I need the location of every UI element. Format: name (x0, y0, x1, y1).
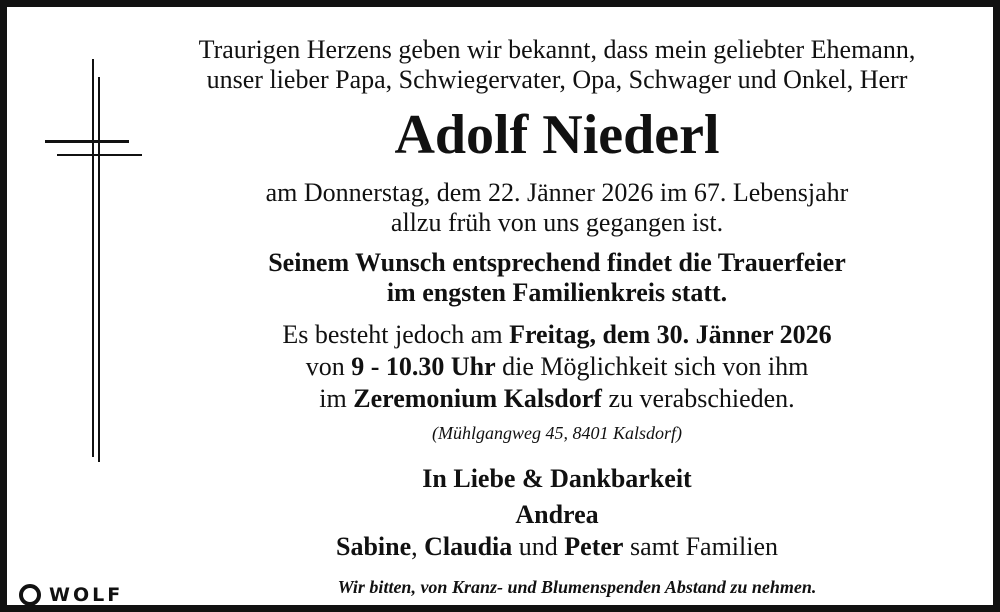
death-line-2: allzu früh von uns gegangen ist. (390, 208, 724, 237)
mourners-suffix: samt Familien (623, 532, 779, 561)
farewell-line-1-prefix: Es besteht jedoch am (282, 320, 510, 349)
farewell-line-3-suffix: zu verabschieden. (601, 384, 795, 413)
mourners-children (157, 532, 957, 562)
footer-note: Wir bitten, von Kranz- und Blumenspenden Abstand zu nehmen. (337, 577, 817, 597)
funeral-line-2: im engsten Familienkreis statt. (386, 278, 728, 307)
deceased-name: Adolf Niederl (394, 104, 720, 166)
farewell-line-2-prefix: von (305, 352, 352, 381)
intro-line-1: Traurigen Herzens geben wir bekannt, dass mein geliebter Ehemann, (198, 35, 916, 64)
farewell-place: Zeremonium Kalsdorf (353, 384, 602, 413)
separator: und (512, 532, 565, 561)
farewell-line-2-suffix: die Möglichkeit sich von ihm (495, 352, 809, 381)
farewell-address: (Mühlgangweg 45, 8401 Kalsdorf) (432, 423, 682, 443)
farewell-line-3 (157, 384, 957, 414)
logo-ring-icon (19, 584, 41, 606)
farewell-line-1 (157, 320, 957, 350)
logo-text: WOLF (49, 584, 124, 606)
intro-line-2: unser lieber Papa, Schwiegervater, Opa, Schwager und Onkel, Herr (206, 65, 908, 94)
farewell-line-3-prefix: im (319, 384, 354, 413)
child-name: Claudia (424, 532, 513, 561)
mourners-spouse: Andrea (515, 500, 599, 529)
farewell-line-2 (157, 352, 957, 382)
separator: , (411, 532, 425, 561)
funeral-line-1: Seinem Wunsch entsprechend findet die Trauerfeier (268, 248, 846, 277)
mourners-heading: In Liebe & Dankbarkeit (422, 464, 692, 493)
child-name: Peter (564, 532, 624, 561)
child-name: Sabine (335, 532, 412, 561)
death-line-1: am Donnerstag, dem 22. Jänner 2026 im 67. Lebensjahr (265, 178, 849, 207)
wolf-logo (19, 582, 123, 608)
farewell-date: Freitag, dem 30. Jänner 2026 (509, 320, 832, 349)
farewell-time: 9 - 10.30 Uhr (351, 352, 496, 381)
